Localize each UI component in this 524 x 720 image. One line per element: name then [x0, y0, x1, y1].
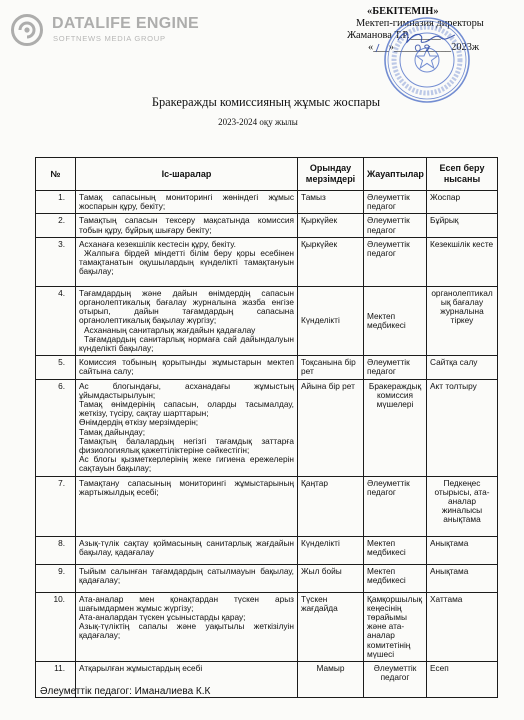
footer-signature: Әлеуметтік педагог: Иманалиева К.К — [40, 686, 211, 697]
table-row — [36, 476, 498, 536]
activity-item: Азық-түлік сақтау қоймасының санитарлық жағдайын бақылау, қадағалау — [79, 537, 294, 557]
deadline-cell: Күнделікті — [298, 536, 364, 564]
table-row — [36, 536, 498, 564]
activities-cell — [76, 536, 298, 564]
report-cell: органолептикалық бағалау журналына тіркеу — [427, 286, 498, 355]
activity-item: Тамақтың балалардың негізгі тағамдық заттарға физиологиялық қажеттіліктеріне сәйкестігін; — [79, 435, 294, 456]
table-row — [36, 564, 498, 592]
activity-item: Ас блогы қызметкерлерінің жеке гигиена ережелерін сақтауын бақылау; — [79, 454, 294, 474]
responsible-cell: Әлеуметтік педагог — [364, 237, 427, 286]
table-row — [36, 286, 498, 355]
activity-item: Тамақ сапасының мониторингі жөніндегі жұмыс жоспарын құру, бекіту; — [79, 192, 294, 212]
report-cell: Анықтама — [427, 536, 498, 564]
header-responsible: Жауаптылар — [364, 158, 427, 191]
plan-table — [35, 157, 498, 698]
responsible-cell: Әлеуметтік педагог — [364, 662, 427, 698]
table-row — [36, 237, 498, 286]
header-deadline: Орындау мерзімдері — [298, 158, 364, 191]
header-row — [36, 158, 498, 191]
activities-cell — [76, 592, 298, 661]
approval-block — [0, 0, 524, 60]
activity-item: Асханаға кезекшілік кестесін құру, бекіту. — [79, 238, 236, 249]
activity-item: Тамақ өнімдерінің сапасын, оларды тасымалдау, жеткізу, түсіру, сақтау шарттарын; — [79, 399, 294, 419]
row-number: 5. — [36, 356, 76, 379]
responsible-cell: Әлеуметтік педагог — [364, 191, 427, 214]
report-cell: Кезекшілік кесте — [427, 237, 498, 286]
approval-position: Мектеп-гимназия директоры — [356, 18, 484, 29]
activity-item: Жалпыға бірдей міндетті білім беру қоры есебінен тамақтанатын оқушылардың күнделікті тамақтануын бақылау; — [79, 248, 294, 277]
report-cell: Есеп — [427, 662, 498, 698]
responsible-cell: Әлеуметтік педагог — [364, 476, 427, 536]
report-cell: Жоспар — [427, 191, 498, 214]
activities-cell — [76, 237, 298, 286]
table-row — [36, 379, 498, 476]
deadline-cell: Қыркүйек — [298, 214, 364, 237]
row-number: 4. — [36, 286, 76, 355]
activities-cell — [76, 286, 298, 355]
row-number: 9. — [36, 564, 76, 592]
activity-item: Асхананың санитарлық жағдайын қадағалау — [84, 324, 256, 335]
report-cell: Хаттама — [427, 592, 498, 661]
activity-item: Өнімдердің өткізу мерзімдерін; — [79, 417, 199, 428]
responsible-cell: Мектеп медбикесі — [364, 536, 427, 564]
activity-item: Тағамдардың санитарлық нормаға сай дайындалуын күнделікті бақылау; — [79, 333, 294, 354]
activities-cell — [76, 379, 298, 476]
row-number: 6. — [36, 379, 76, 476]
table-row — [36, 191, 498, 214]
watermark-subtitle: SOFTNEWS MEDIA GROUP — [53, 34, 166, 43]
activity-item: Ас блогындағы, асханадағы жұмыстың ұйымдастырылуын; — [79, 380, 294, 400]
responsible-cell: Бракераждық комиссия мүшелері — [364, 379, 427, 476]
deadline-cell: Түскен жағдайда — [298, 592, 364, 661]
watermark-title: DATALIFE ENGINE — [52, 15, 200, 32]
deadline-cell: Тоқсанына бір рет — [298, 356, 364, 379]
activity-item: Тамақтану сапасының мониторингі жұмыстарының жартыжылдық есебі; — [79, 477, 294, 497]
row-number: 10. — [36, 592, 76, 661]
row-number: 8. — [36, 536, 76, 564]
activity-item: Ата-аналар мен қонақтардан түскен арыз шағымдармен жұмыс жүргізу; — [79, 593, 294, 613]
row-number: 7. — [36, 476, 76, 536]
deadline-cell: Қаңтар — [298, 476, 364, 536]
row-number: 2. — [36, 214, 76, 237]
approval-name: Жаманова Т.Р.______ — [347, 30, 441, 41]
activities-cell — [76, 564, 298, 592]
table-row — [36, 214, 498, 237]
header-activities: Іс-шаралар — [76, 158, 298, 191]
table-row — [36, 356, 498, 379]
activities-cell — [76, 191, 298, 214]
activity-item: Тыйым салынған тағамдардың сатылмауын бақылау, қадағалау; — [79, 565, 294, 585]
activity-item: Тамақтың сапасын тексеру мақсатында комиссия тобын құру, бұйрық шығару бекіту; — [79, 215, 294, 235]
report-cell: Акт толтыру — [427, 379, 498, 476]
activity-item: Атқарылған жұмыстардың есебі — [79, 663, 203, 674]
deadline-cell: Айына бір рет — [298, 379, 364, 476]
table-header — [36, 158, 498, 191]
document-title: Бракеражды комиссияның жұмыс жоспары — [151, 95, 381, 109]
approval-date: «___»___________2023ж — [368, 42, 480, 53]
deadline-cell: Күнделікті — [298, 286, 364, 355]
table-row — [36, 592, 498, 661]
responsible-cell: Әлеуметтік педагог — [364, 214, 427, 237]
report-cell: Педкеңес отырысы, ата-аналар жиналысы анықтама — [427, 476, 498, 536]
deadline-cell: Тамыз — [298, 191, 364, 214]
row-number: 11. — [36, 662, 76, 698]
report-cell: Сайтқа салу — [427, 356, 498, 379]
responsible-cell: Мектеп медбикесі — [364, 564, 427, 592]
row-number: 1. — [36, 191, 76, 214]
header-report: Есеп беру нысаны — [427, 158, 498, 191]
approval-heading: «БЕКІТЕМІН» — [367, 6, 439, 17]
activity-item: Тамақ дайындау; — [79, 426, 146, 437]
activity-item: Азық-түліктің сапалы және уақытылы жеткізілуін қадағалау; — [79, 621, 294, 641]
table-body — [36, 191, 498, 698]
activities-cell — [76, 476, 298, 536]
activities-cell — [76, 356, 298, 379]
deadline-cell: Мамыр — [298, 662, 364, 698]
deadline-cell: Жыл бойы — [298, 564, 364, 592]
school-year: 2023-2024 оқу жылы — [218, 117, 298, 127]
activity-item: Ата-аналардан түскен ұсыныстарды қарау; — [79, 612, 246, 623]
header-number: № — [36, 158, 76, 191]
report-cell: Анықтама — [427, 564, 498, 592]
activity-item: Комиссия тобының қорытынды жұмыстарын мектеп сайтына салу; — [79, 357, 294, 377]
activity-item: Тағамдардың және дайын өнімдердің сапасын органолептикалық бағалау журналына жазба енгізе отырып, дайын тағамдардың сапасына органолептикалық бақылау жүргізу; — [79, 287, 294, 326]
row-number: 3. — [36, 237, 76, 286]
activities-cell — [76, 214, 298, 237]
responsible-cell: Мектеп медбикесі — [364, 286, 427, 355]
responsible-cell: Әлеуметтік педагог — [364, 356, 427, 379]
deadline-cell: Қыркүйек — [298, 237, 364, 286]
responsible-cell: Қамқоршылық кеңесінің төрайымы және ата-аналар комитетінің мүшесі — [364, 592, 427, 661]
report-cell: Бұйрық — [427, 214, 498, 237]
